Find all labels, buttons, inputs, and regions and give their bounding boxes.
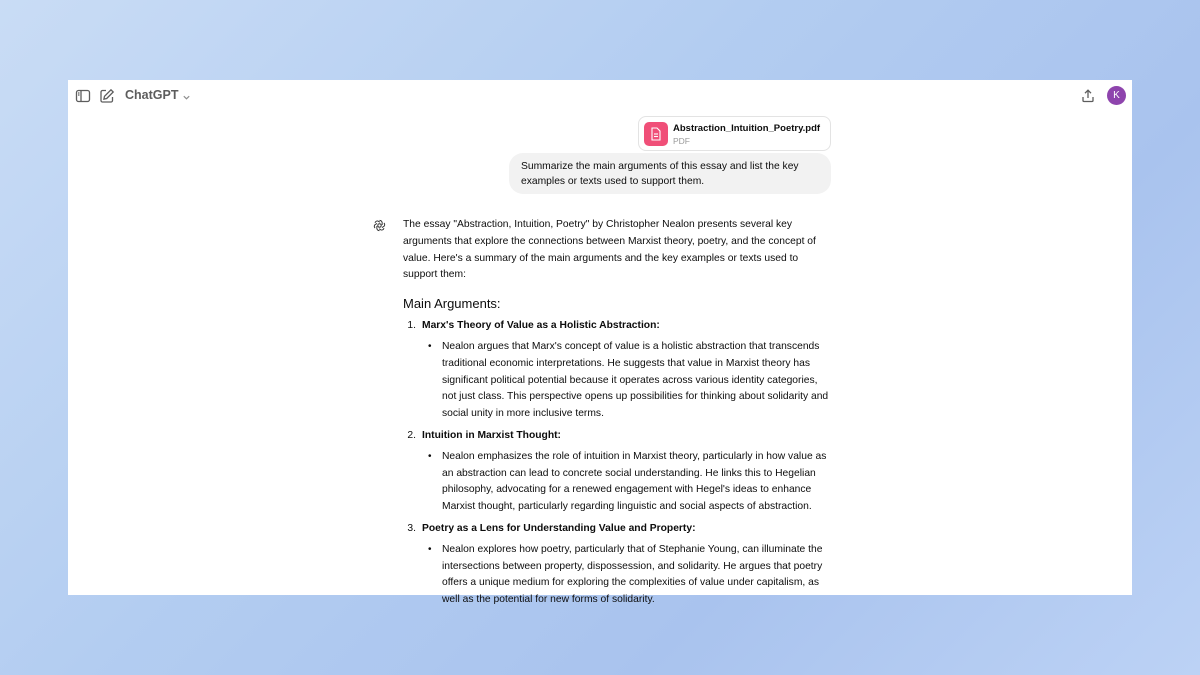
section-heading: Main Arguments: [403,296,501,312]
sidebar-icon[interactable] [75,88,91,104]
bullet-icon: • [428,543,432,555]
avatar-initial: K [1113,90,1120,101]
model-selector[interactable] [125,88,191,102]
openai-logo-icon [373,219,386,232]
argument-item [403,318,833,423]
argument-item [403,521,833,609]
assistant-intro: The essay "Abstraction, Intuition, Poetry" by Christopher Nealon presents several key arguments that explore the connections between Marxist theory, poetry, and the concept of value. Here's a summary of the main arguments and the key examples or texts used to support them: [403,219,816,281]
bullet-icon: • [428,450,432,462]
attachment-card[interactable] [638,116,831,151]
document-icon [644,122,668,146]
argument-title: Intuition in Marxist Thought: [422,429,561,441]
avatar[interactable] [1107,86,1126,105]
argument-body: Nealon emphasizes the role of intuition in Marxist theory, particularly in how value as an abstraction can lead to concrete social understanding. He links this to Hegelian philosophy, advocating for a renewed engagement with Hegel's ideas to enhance Marxist thought, particularly regarding linguistic and social aspects of abstraction. [442,450,827,513]
argument-number: 1. [407,320,416,332]
chevron-down-icon [182,91,191,100]
argument-number: 3. [407,522,416,534]
argument-title: Marx's Theory of Value as a Holistic Abstraction: [422,320,660,332]
share-icon[interactable] [1080,88,1096,104]
bullet-icon: • [428,340,432,352]
argument-item [403,428,833,516]
edit-icon[interactable] [99,88,115,104]
argument-number: 2. [407,429,416,441]
argument-body: Nealon argues that Marx's concept of value is a holistic abstraction that transcends traditional economic interpretations. He suggests that value in Marxist theory has significant political potential because it operates across various identity categories, not just class. This perspective opens up possibilities for thinking about solidarity and social unity in more inclusive terms. [442,340,829,420]
model-label: ChatGPT [125,88,179,102]
attachment-file-name: Abstraction_Intuition_Poetry.pdf [673,123,821,134]
user-message: Summarize the main arguments of this essay and list the key examples or texts used to support them. [509,153,831,194]
chat-window [68,80,1132,606]
argument-title: Poetry as a Lens for Understanding Value and Property: [422,522,696,534]
assistant-message [403,217,833,614]
top-bar [68,80,1132,112]
argument-body: Nealon explores how poetry, particularly that of Stephanie Young, can illuminate the intersections between property, dispossession, and solidarity. He argues that poetry offers a unique medium for exploring the complexities of value under capitalism, as well as the potential for new forms of solidarity. [442,543,823,606]
attachment-file-type: PDF [673,136,690,146]
